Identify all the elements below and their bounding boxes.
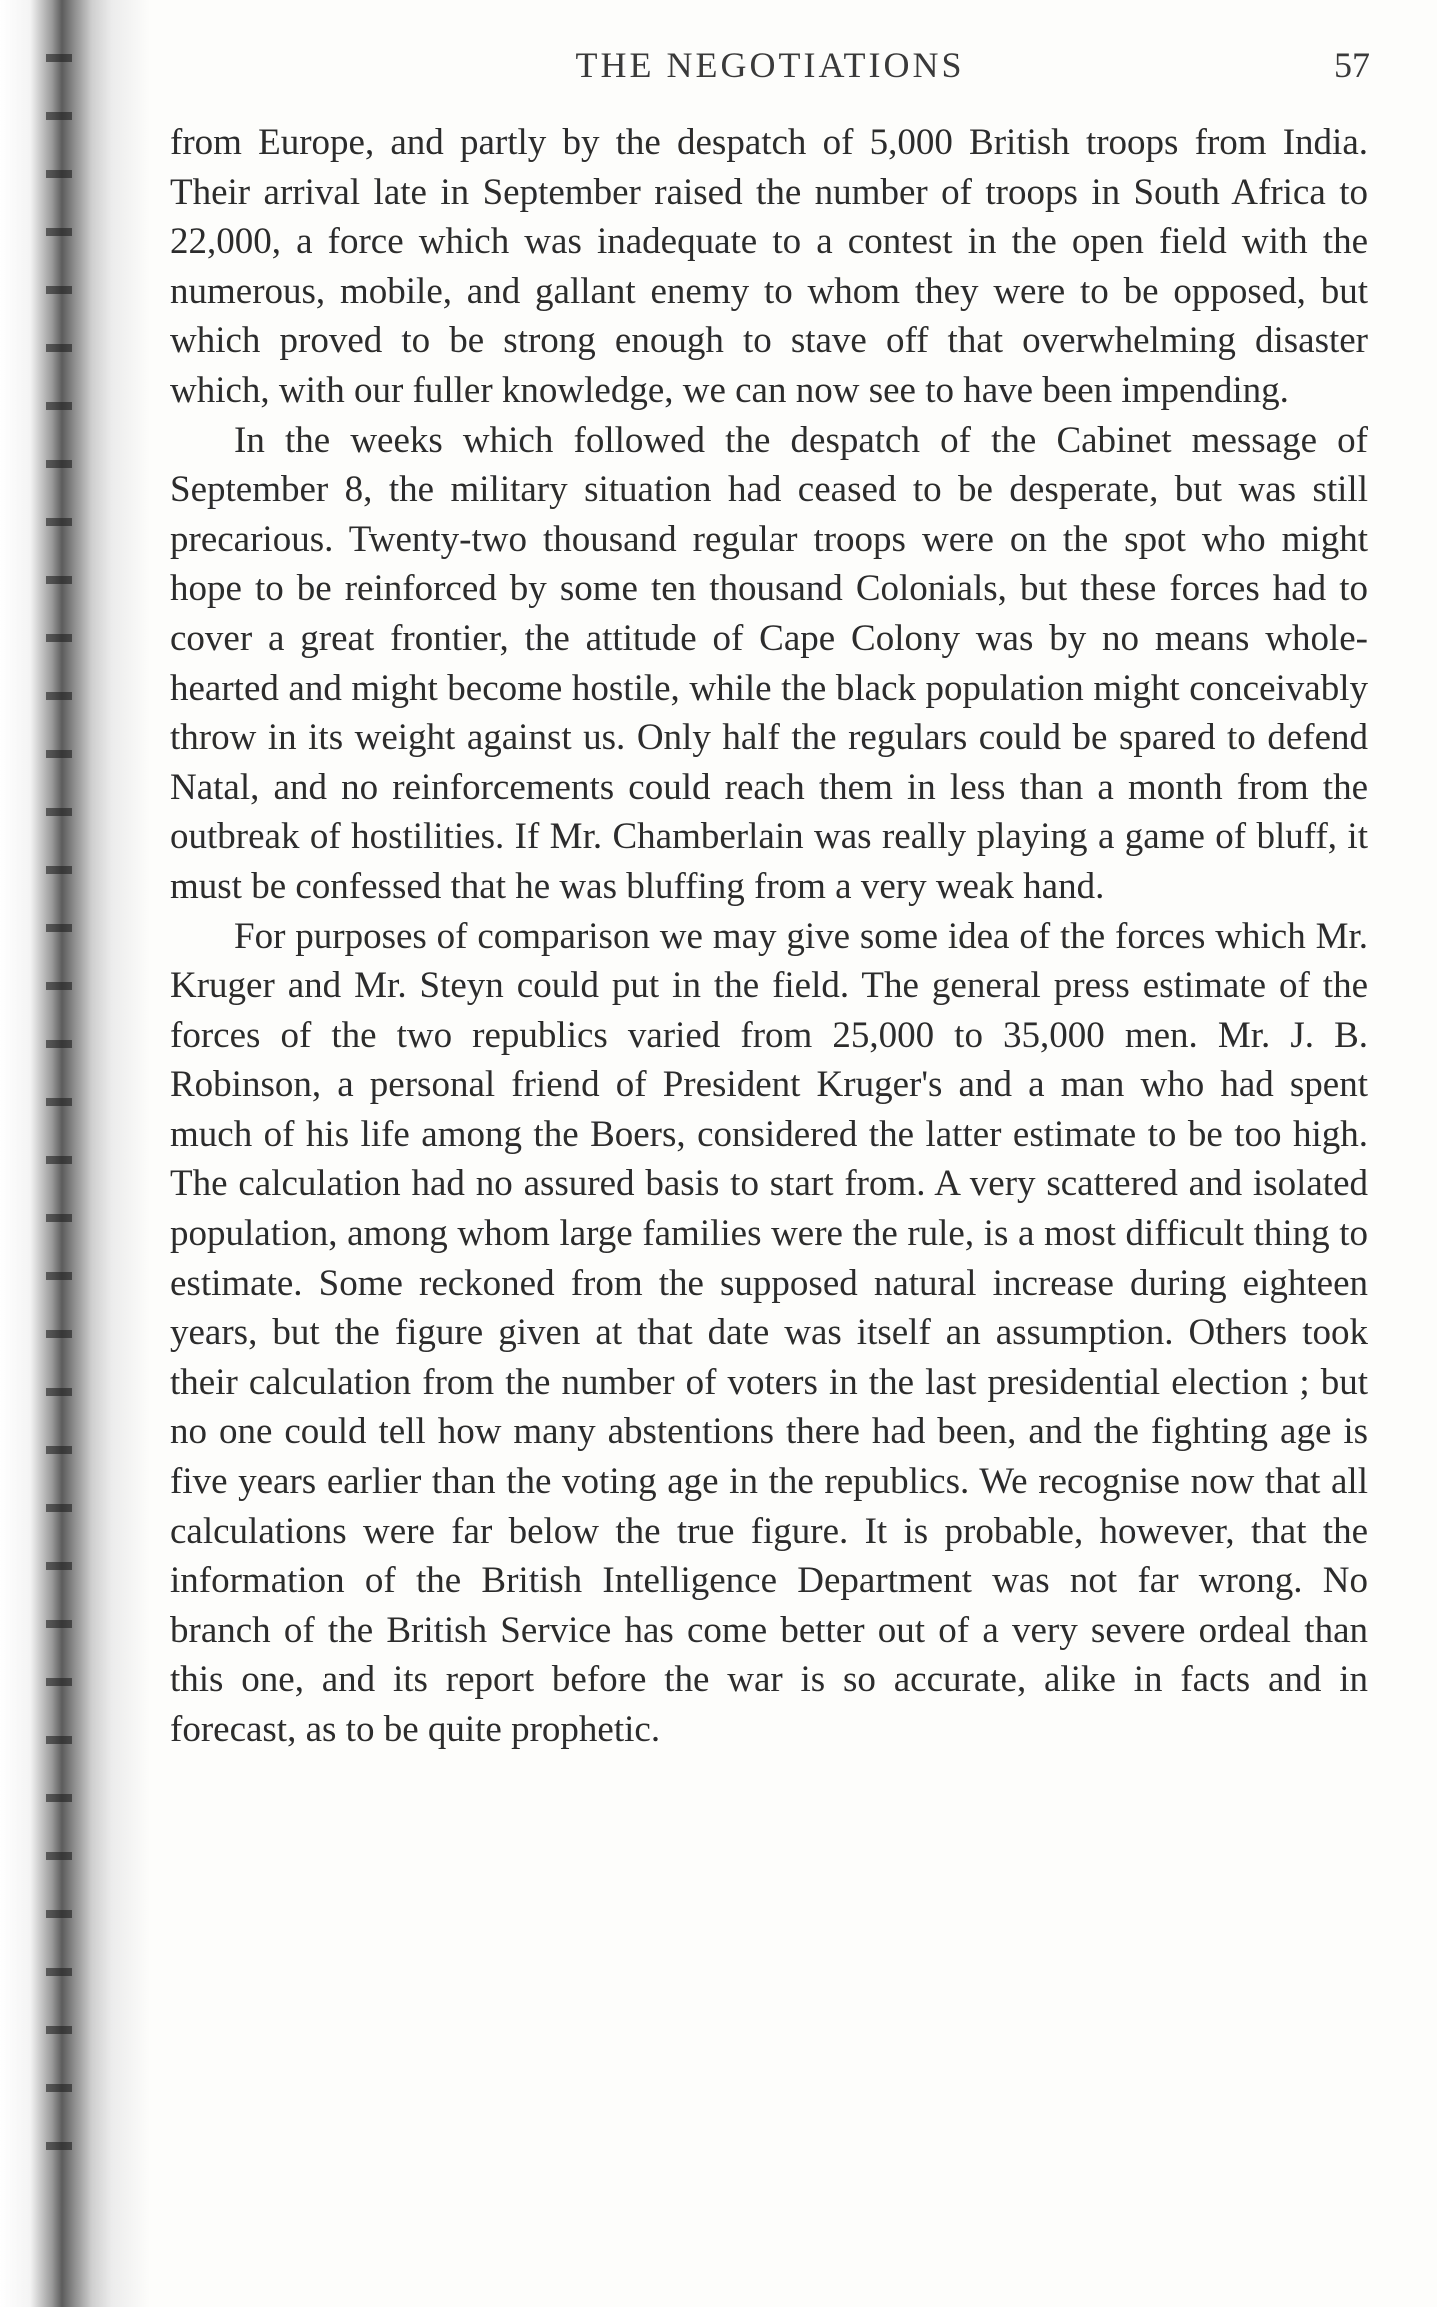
running-title: THE NEGOTIATIONS xyxy=(575,45,965,85)
body-text xyxy=(170,118,1368,1755)
binding-gutter xyxy=(0,0,150,2307)
binding-stitching xyxy=(46,20,72,2180)
paragraph-boer-forces: For purposes of comparison we may give some idea of the forces which Mr. Kruger and Mr. Steyn could put in the field. The general press estimate of the forces of the two republics varied from 25,000 to 35,000 men. Mr. J. B. Robinson, a personal friend of President Kruger's and a man who had spent much of his life among the Boers, considered the latter estimate to be too high. The calculation had no assured basis to start from. A very scattered and isolated population, among whom large families were the rule, is a most difficult thing to estimate. Some reckoned from the supposed natural increase during eighteen years, but the figure given at that date was itself an assumption. Others took their calculation from the number of voters in the last presidential election ; but no one could tell how many abstentions there had been, and the fighting age is five years earlier than the voting age in the republics. We recognise now that all calculations were far below the true figure. It is probable, however, that the information of the British Intelligence Department was not far wrong. No branch of the British Service has come better out of a very severe ordeal than this one, and its report before the war is so accurate, alike in facts and in forecast, as to be quite prophetic. xyxy=(170,915,1368,1750)
running-header xyxy=(170,44,1370,94)
paragraph-continuation: from Europe, and partly by the despatch of 5,000 British troops from India. Their arrival late in September raised the number of troops in South Africa to 22,000, a force which was inadequate to a contest in the open field with the numerous, mobile, and gallant enemy to whom they were to be opposed, but which proved to be strong enough to stave off that overwhelming disaster which, with our fuller knowledge, we can now see to have been impending. xyxy=(170,122,1368,411)
page-number: 57 xyxy=(1334,45,1370,85)
paragraph-military-situation: In the weeks which followed the despatch of the Cabinet message of September 8, the military situation had ceased to be desperate, but was still precarious. Twenty-two thousand regular troops were on the spot who might hope to be reinforced by some ten thousand Colonials, but these forces had to cover a great frontier, the attitude of Cape Colony was by no means whole-hearted and might become hostile, while the black population might conceivably throw in its weight against us. Only half the regulars could be spared to defend Natal, and no reinforcements could reach them in less than a month from the outbreak of hostilities. If Mr. Chamberlain was really playing a game of bluff, it must be confessed that he was bluffing from a very weak hand. xyxy=(170,419,1368,907)
